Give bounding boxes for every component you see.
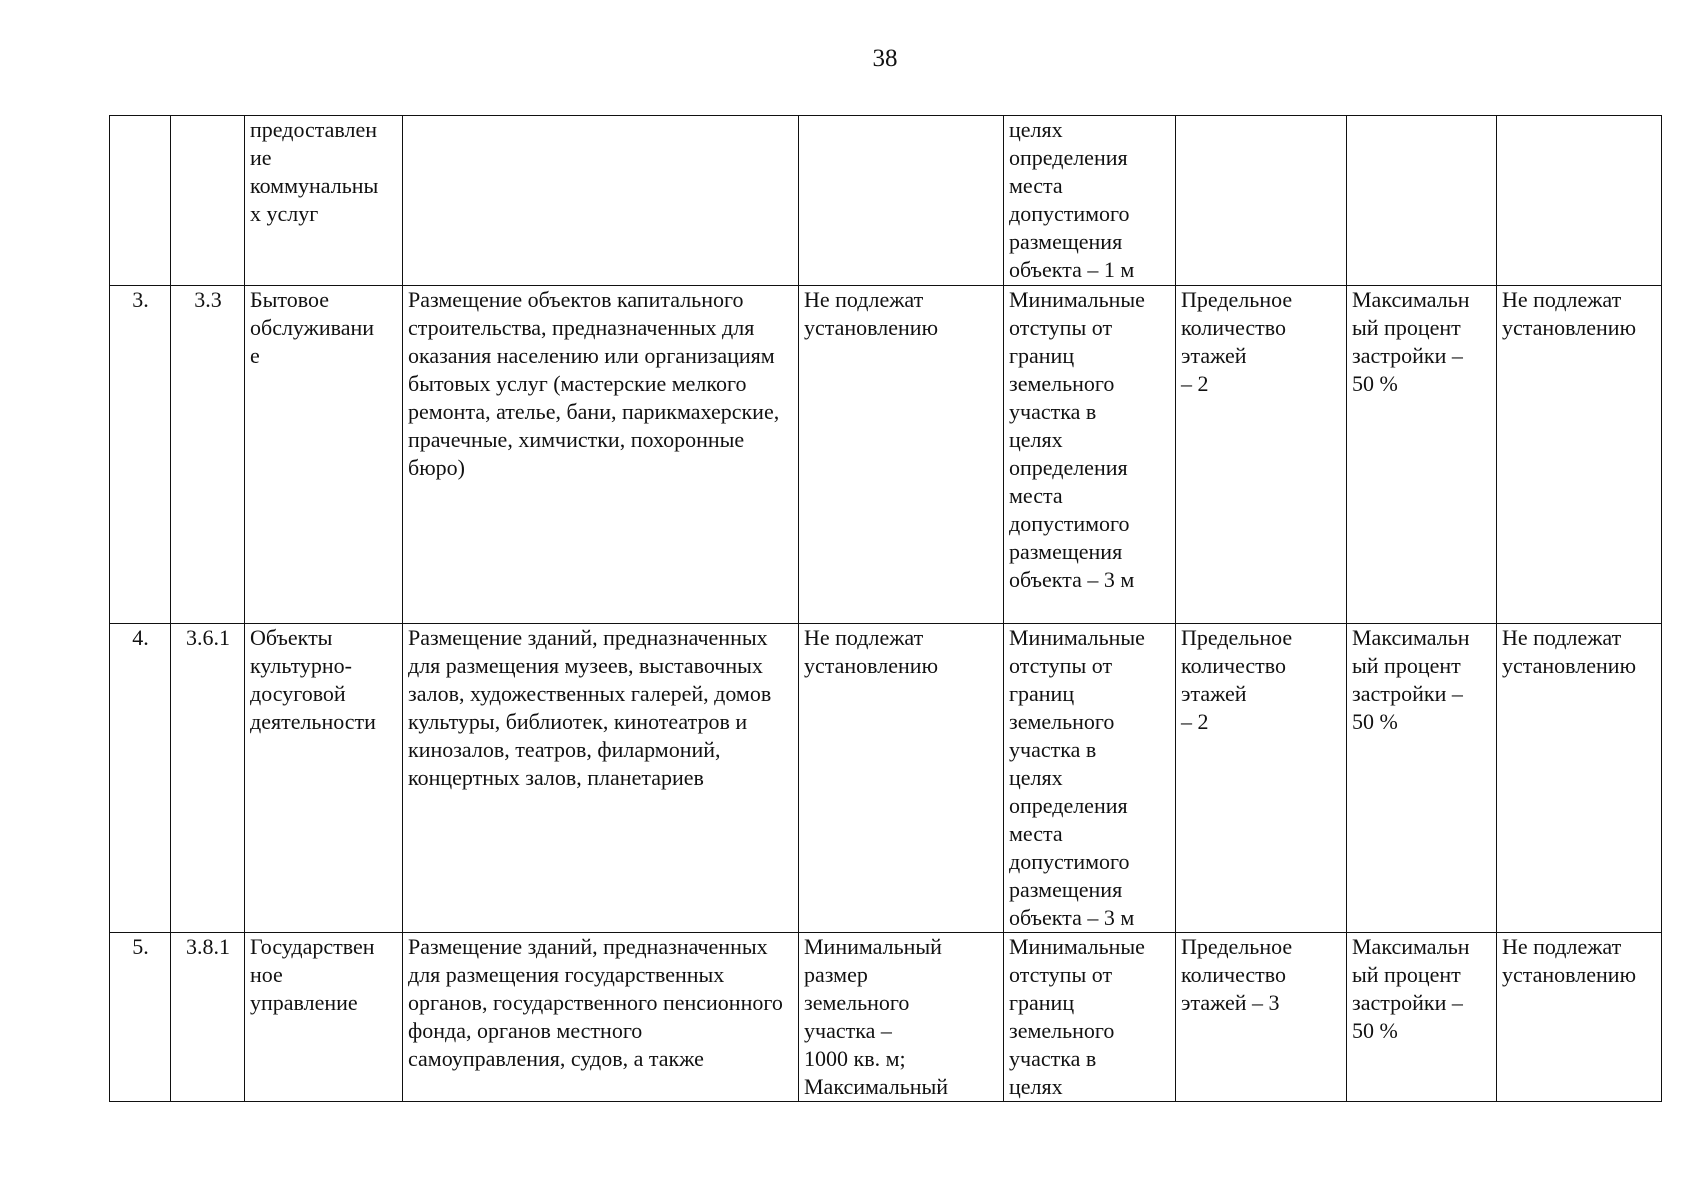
cell-floors: Предельное количество этажей – 2 — [1176, 286, 1347, 624]
cell-num: 3. — [110, 286, 171, 624]
cell-name: предоставлен ие коммунальны х услуг — [245, 116, 403, 286]
table-row — [110, 286, 1662, 624]
regulations-table — [109, 115, 1662, 1102]
cell-setbacks: целях определения места допустимого размещения объекта – 1 м — [1004, 116, 1176, 286]
cell-name: Бытовое обслуживани е — [245, 286, 403, 624]
table-row — [110, 933, 1662, 1102]
cell-coverage: Максимальн ый процент застройки – 50 % — [1347, 624, 1497, 933]
cell-setbacks: Минимальные отступы от границ земельного участка в целях определения места допустимого размещения объекта – 3 м — [1004, 286, 1176, 624]
table-row — [110, 116, 1662, 286]
cell-floors: Предельное количество этажей – 2 — [1176, 624, 1347, 933]
cell-name: Государствен ное управление — [245, 933, 403, 1102]
cell-plot-size: Не подлежат установлению — [799, 624, 1004, 933]
table-row — [110, 624, 1662, 933]
cell-other: Не подлежат установлению — [1497, 933, 1662, 1102]
cell-setbacks: Минимальные отступы от границ земельного участка в целях определения места допустимого размещения объекта – 3 м — [1004, 624, 1176, 933]
cell-floors — [1176, 116, 1347, 286]
cell-plot-size — [799, 116, 1004, 286]
cell-num — [110, 116, 171, 286]
cell-plot-size: Не подлежат установлению — [799, 286, 1004, 624]
cell-other — [1497, 116, 1662, 286]
cell-other: Не подлежат установлению — [1497, 286, 1662, 624]
cell-description: Размещение зданий, предназначенных для размещения музеев, выставочных залов, художественных галерей, домов культуры, библиотек, кинотеатров и кинозалов, театров, филармоний, концертных залов, планетариев — [403, 624, 799, 933]
cell-num: 5. — [110, 933, 171, 1102]
cell-plot-size: Минимальный размер земельного участка – 1000 кв. м; Максимальный — [799, 933, 1004, 1102]
cell-code: 3.8.1 — [171, 933, 245, 1102]
cell-description — [403, 116, 799, 286]
cell-code: 3.3 — [171, 286, 245, 624]
cell-num: 4. — [110, 624, 171, 933]
cell-coverage — [1347, 116, 1497, 286]
cell-coverage: Максимальн ый процент застройки – 50 % — [1347, 286, 1497, 624]
cell-setbacks: Минимальные отступы от границ земельного участка в целях — [1004, 933, 1176, 1102]
cell-code: 3.6.1 — [171, 624, 245, 933]
cell-coverage: Максимальн ый процент застройки – 50 % — [1347, 933, 1497, 1102]
cell-description: Размещение зданий, предназначенных для размещения государственных органов, государственного пенсионного фонда, органов местного самоуправления, судов, а также — [403, 933, 799, 1102]
cell-name: Объекты культурно- досуговой деятельности — [245, 624, 403, 933]
cell-description: Размещение объектов капитального строительства, предназначенных для оказания населению или организациям бытовых услуг (мастерские мелкого ремонта, ателье, бани, парикмахерские, прачечные, химчистки, похоронные бюро) — [403, 286, 799, 624]
cell-code — [171, 116, 245, 286]
cell-floors: Предельное количество этажей – 3 — [1176, 933, 1347, 1102]
cell-other: Не подлежат установлению — [1497, 624, 1662, 933]
page-number: 38 — [872, 45, 898, 72]
